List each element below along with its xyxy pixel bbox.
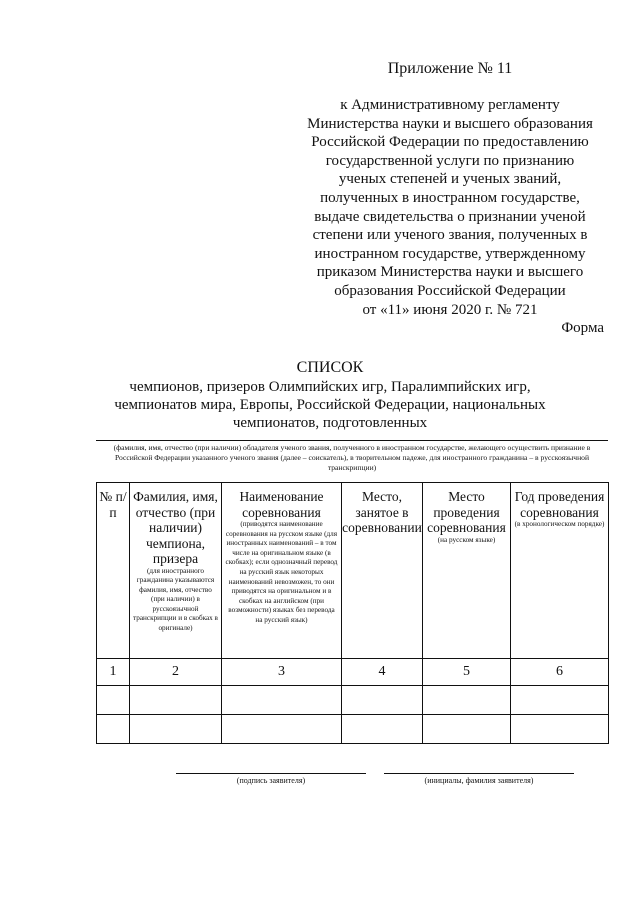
column-number: 6 (511, 659, 609, 686)
table-cell (342, 686, 423, 715)
initials-line (384, 773, 574, 774)
column-number: 1 (97, 659, 130, 686)
table-cell (342, 715, 423, 744)
appendix-title: Приложение № 11 (387, 60, 513, 77)
signature-line (176, 773, 366, 774)
appendix-reference-line: образования Российской Федерации (334, 282, 566, 299)
column-header-note: (приводятся наименование соревнования на русском языке (для иностранных наименований – в том числе на оригинальном языке (в скобках); если однозначный перевод на русский язык некоторых наименований невозможен, то они приводятся на оригинальном и в скобках на английском (при возможности) языках без перевода на русский язык) (225, 520, 338, 624)
table-cell (130, 686, 222, 715)
column-header (342, 483, 423, 659)
column-header-title: Год проведения соревнования (514, 489, 605, 520)
table-cell (423, 715, 511, 744)
table-cell (97, 715, 130, 744)
appendix-reference-line: государственной услуги по признанию (325, 152, 575, 169)
column-header-title: № п/п (99, 489, 127, 520)
table-row (97, 715, 609, 744)
appendix-reference (300, 96, 600, 319)
column-header (130, 483, 222, 659)
appendix-reference-line: к Административному регламенту (340, 97, 560, 113)
table-cell (97, 686, 130, 715)
column-header-note: (на русском языке) (437, 535, 496, 544)
table-cell (222, 686, 342, 715)
column-number: 4 (342, 659, 423, 686)
column-header (222, 483, 342, 659)
column-header (97, 483, 130, 659)
column-number: 5 (423, 659, 511, 686)
table-cell (511, 715, 609, 744)
column-header-note: (для иностранного гражданина указываются фамилия, имя, отчество (при наличии) в русскоязычной транскрипции и в скобках в оригинале) (133, 566, 218, 633)
table-cell (423, 686, 511, 715)
appendix-reference-line: приказом Министерства науки и высшего (316, 264, 584, 281)
appendix-reference-line: ученых степеней и ученых званий, (338, 171, 562, 188)
column-number-row (97, 659, 609, 686)
appendix-reference-line: выдаче свидетельства о признании ученой (314, 208, 586, 225)
appendix-reference-line: полученных в иностранном государстве, (320, 189, 580, 206)
table-cell (130, 715, 222, 744)
column-header-note: (в хронологическом порядке) (514, 520, 605, 528)
document-subtitle-line: чемпионатов, подготовленных (232, 415, 428, 431)
initials-caption: (инициалы, фамилия заявителя) (424, 776, 534, 785)
table-cell (222, 715, 342, 744)
document-subtitle-line: чемпионатов мира, Европы, Российской Федерации, национальных (114, 397, 546, 413)
document-title (80, 358, 580, 432)
document-title-main: СПИСОК (296, 359, 364, 376)
column-header (511, 483, 609, 659)
column-header-title: Место проведения соревнования (427, 489, 506, 535)
table-header-row (97, 483, 609, 659)
appendix-reference-line: от «11» июня 2020 г. № 721 (362, 301, 538, 318)
appendix-reference-line: Российской Федерации по предоставлению (311, 134, 589, 151)
appendix-reference-line: Министерства науки и высшего образования (307, 115, 593, 132)
column-header-title: Наименование соревнования (239, 489, 324, 520)
competitions-table (96, 482, 609, 744)
appendix-reference-line: степени или ученого звания, полученных в (312, 227, 588, 244)
column-header-title: Место, занятое в соревновании (342, 489, 422, 535)
applicant-caption: (фамилия, имя, отчество (при наличии) обладателя ученого звания, полученного в иностранном государстве, желающего осуществить признание в Российской Федерации указанного ученого звания (далее – соискатель), в творительном падеже, для иностранного гражданина – в русскоязычной транскрипции) (113, 443, 591, 472)
document-subtitle-line: чемпионов, призеров Олимпийских игр, Паралимпийских игр, (129, 379, 531, 395)
appendix-reference-line: иностранном государстве, утвержденному (314, 245, 586, 262)
form-label: Форма (561, 320, 604, 336)
table-row (97, 686, 609, 715)
signature-caption: (подпись заявителя) (236, 776, 306, 785)
table-cell (511, 686, 609, 715)
column-header-title: Фамилия, имя, отчество (при наличии) чемпиона, призера (133, 489, 218, 566)
column-number: 2 (130, 659, 222, 686)
column-header (423, 483, 511, 659)
column-number: 3 (222, 659, 342, 686)
applicant-name-line (96, 440, 608, 441)
